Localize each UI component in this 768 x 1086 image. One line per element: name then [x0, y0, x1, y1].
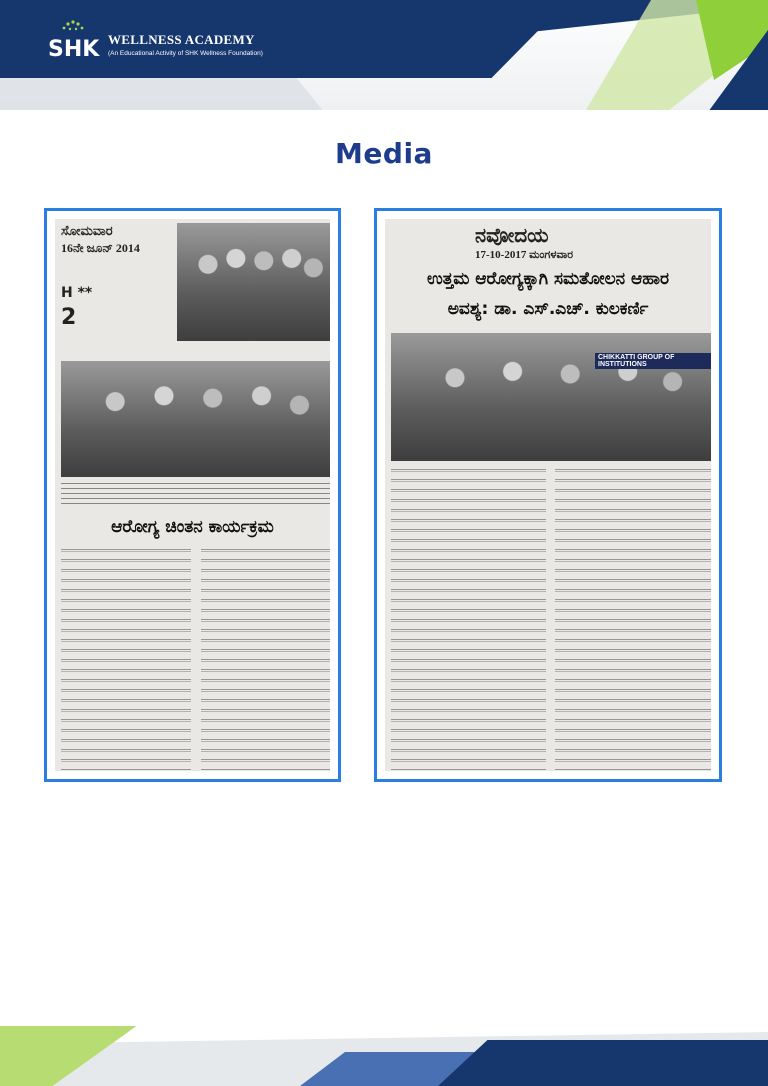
article-column-1	[391, 469, 546, 771]
stage-banner-text: CHIKKATTI GROUP OF INSTITUTIONS	[595, 353, 711, 369]
clipping-date: 17-10-2017 ಮಂಗಳವಾರ	[475, 249, 574, 261]
header-band	[0, 0, 768, 110]
brand-title: WELLNESS ACADEMY	[108, 32, 255, 47]
logo-monogram: SHK	[48, 37, 100, 62]
article-column-2	[555, 469, 711, 771]
photo-audience	[61, 361, 330, 477]
clipping-headline-line-1: ಉತ್ತಮ ಆರೋಗ್ಯಕ್ಕಾಗಿ ಸಮತೋಲನ ಆಹಾರ	[427, 269, 669, 289]
article-column-1	[61, 549, 191, 771]
clipping-paper	[385, 219, 711, 771]
clipping-date: 16ನೇ ಜೂನ್ 2014	[61, 241, 140, 255]
clipping-headline-line-2: ಅವಶ್ಯ: ಡಾ. ಎಸ್.ಎಚ್. ಕುಲಕರ್ಣಿ	[447, 299, 649, 319]
footer-navy-shape	[438, 1040, 768, 1086]
clipping-page-number: 2	[61, 305, 77, 330]
photo-award-ceremony	[177, 223, 330, 341]
page-title: Media	[335, 137, 433, 170]
shk-logo-icon	[46, 18, 106, 68]
clipping-headline: ಆರೋಗ್ಯ ಚಿಂತನ ಕಾರ್ಯಕ್ರಮ	[111, 517, 274, 537]
brand-subtitle: (An Educational Activity of SHK Wellness Foundation)	[108, 50, 263, 57]
clipping-edition: H **	[61, 285, 93, 301]
clipping-paper-name: ನವೋದಯ	[475, 223, 549, 247]
newspaper-clipping-1[interactable]	[44, 208, 341, 782]
photo-caption	[61, 483, 330, 505]
newspaper-clipping-2[interactable]	[374, 208, 722, 782]
clipping-paper	[55, 219, 330, 771]
clipping-day: ಸೋಮವಾರ	[61, 223, 113, 238]
brand-logo[interactable]	[46, 18, 316, 68]
article-column-2	[201, 549, 330, 771]
